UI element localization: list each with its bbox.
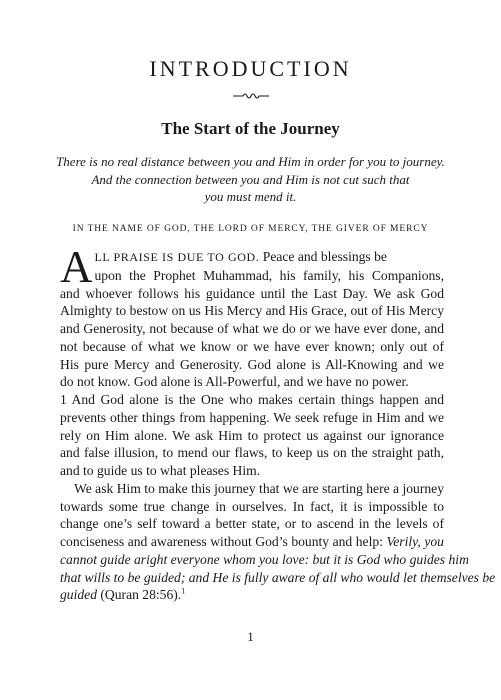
text-line: His pure Mercy and Generosity. God alone is All-Knowing and we	[60, 356, 444, 372]
body-text	[60, 242, 496, 604]
quran-quote: guided	[60, 587, 97, 603]
text-line: LL PRAISE IS DUE TO GOD. Peace and blessings be	[94, 249, 387, 264]
paragraph-1	[60, 242, 444, 391]
text-line: prevents other things from happening. We seek refuge in Him and we	[60, 409, 444, 425]
epigraph-line: And the connection between you and Him is not cut such that	[91, 171, 410, 187]
text-line: rely on Him alone. We ask Him to protect us against our ignorance	[60, 427, 444, 443]
text-line: 1 And God alone is the One who makes certain things happen and	[60, 392, 444, 407]
lead-in-smallcaps: LL PRAISE IS DUE TO GOD.	[94, 250, 260, 264]
epigraph	[40, 153, 461, 206]
ornament-divider-icon	[231, 90, 271, 102]
text-line: change one’s self toward a better state, or to ascend in the levels of	[60, 516, 444, 532]
text-line: and Generosity, not because of what we do or we have ever done, and	[60, 321, 444, 336]
text-line: guided (Quran 28:56).$^1$	[60, 586, 186, 603]
footnote-marker: 1	[181, 586, 186, 596]
text-line: and to guide us to what pleases Him.	[60, 463, 261, 478]
quran-quote-line: cannot guide aright everyone whom you love: but it is God who guides him	[60, 551, 469, 567]
text-line: towards some true change in ourselves. In fact, it is impossible to	[60, 498, 444, 514]
text-line: and whoever follows his guidance until the Last Day. We ask God	[60, 285, 444, 301]
text-line: We ask Him to make this journey that we are starting here a journey	[74, 480, 444, 496]
epigraph-line: There is no real distance between you and Him in order for you to journey.	[56, 154, 445, 169]
basmala-heading: IN THE NAME OF GOD, THE LORD OF MERCY, THE GIVER OF MERCY	[72, 224, 429, 234]
page-number: 1	[247, 629, 254, 644]
paragraph-2	[60, 391, 444, 480]
text-line: Almighty to bestow on us His Mercy and His Grace, out of His Mercy	[60, 303, 444, 319]
text-line: upon the Prophet Muhammad, his family, his Companions,	[94, 267, 444, 283]
epigraph-line: you must mend it.	[204, 189, 297, 204]
text-line: not because of what we know or we have ever known; only out of	[60, 338, 444, 354]
quran-quote: Verily, you	[386, 534, 444, 549]
text-line: do not know. God alone is All-Powerful, and we have no power.	[60, 374, 409, 390]
quran-quote-line: that wills to be guided; and He is fully aware of all who would let themselves be	[60, 569, 496, 585]
paragraph-3	[60, 480, 496, 604]
section-heading: The Start of the Journey	[161, 119, 340, 138]
chapter-title: INTRODUCTION	[149, 56, 352, 81]
drop-cap: A	[60, 242, 93, 292]
text-line: conciseness and awareness without God’s bounty and help: Verily, you	[60, 534, 444, 549]
text-line: and false illusion, to mend our flaws, to keep us on the straight path,	[60, 445, 444, 461]
